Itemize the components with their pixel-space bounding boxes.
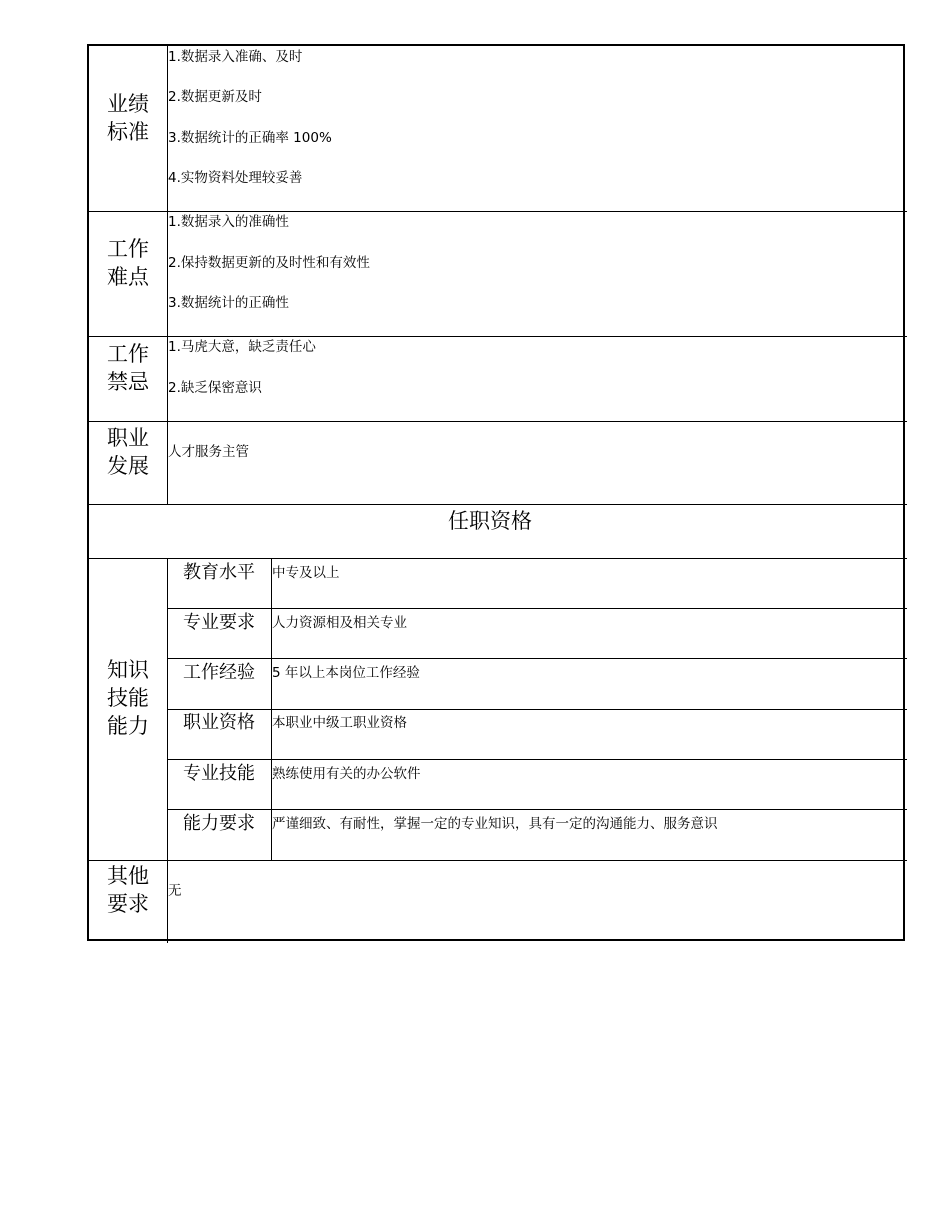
performance-line: 3.数据统计的正确率 100% [168, 130, 332, 146]
taboo-line: 1.马虎大意，缺乏责任心 [168, 339, 316, 355]
difficulty-line: 1.数据录入的准确性 [168, 214, 289, 230]
row-divider [89, 504, 907, 505]
row-divider [89, 860, 907, 861]
skill-name: 工作经验 [183, 662, 255, 683]
skill-name: 职业资格 [183, 712, 255, 733]
row-divider [167, 809, 907, 810]
row-divider [167, 658, 907, 659]
difficulty-line: 2.保持数据更新的及时性和有效性 [168, 255, 370, 271]
row-divider [89, 558, 907, 559]
job-description-table [87, 44, 905, 941]
performance-line: 1.数据录入准确、及时 [168, 49, 303, 65]
skill-value: 熟练使用有关的办公软件 [272, 766, 421, 782]
row-divider [89, 421, 907, 422]
row-divider [89, 211, 907, 212]
qualification-title: 任职资格 [448, 509, 532, 533]
performance-line: 2.数据更新及时 [168, 89, 262, 105]
difficulty-label: 工作 难点 [107, 237, 149, 289]
skill-name: 专业技能 [183, 763, 255, 784]
career-label: 职业 发展 [107, 426, 149, 478]
other-line: 无 [168, 883, 182, 899]
skills-label: 知识 技能 能力 [107, 658, 149, 738]
row-divider [167, 608, 907, 609]
skill-value: 人力资源相及相关专业 [272, 615, 407, 631]
taboo-line: 2.缺乏保密意识 [168, 380, 262, 396]
skill-value: 严谨细致、有耐性，掌握一定的专业知识，具有一定的沟通能力、服务意识 [272, 816, 718, 832]
row-divider [89, 336, 907, 337]
difficulty-line: 3.数据统计的正确性 [168, 295, 289, 311]
taboo-label: 工作 禁忌 [107, 342, 149, 394]
skill-value: 中专及以上 [272, 565, 340, 581]
performance-label: 业绩 标准 [107, 92, 149, 144]
other-label: 其他 要求 [107, 864, 149, 916]
skill-value: 5 年以上本岗位工作经验 [272, 665, 420, 681]
column-divider [167, 46, 168, 504]
row-divider [167, 709, 907, 710]
skill-name: 教育水平 [183, 562, 255, 583]
skill-value: 本职业中级工职业资格 [272, 715, 407, 731]
row-divider [167, 759, 907, 760]
skill-name: 能力要求 [183, 813, 255, 834]
performance-line: 4.实物资料处理较妥善 [168, 170, 303, 186]
career-line: 人才服务主管 [168, 444, 249, 460]
skill-name: 专业要求 [183, 612, 255, 633]
